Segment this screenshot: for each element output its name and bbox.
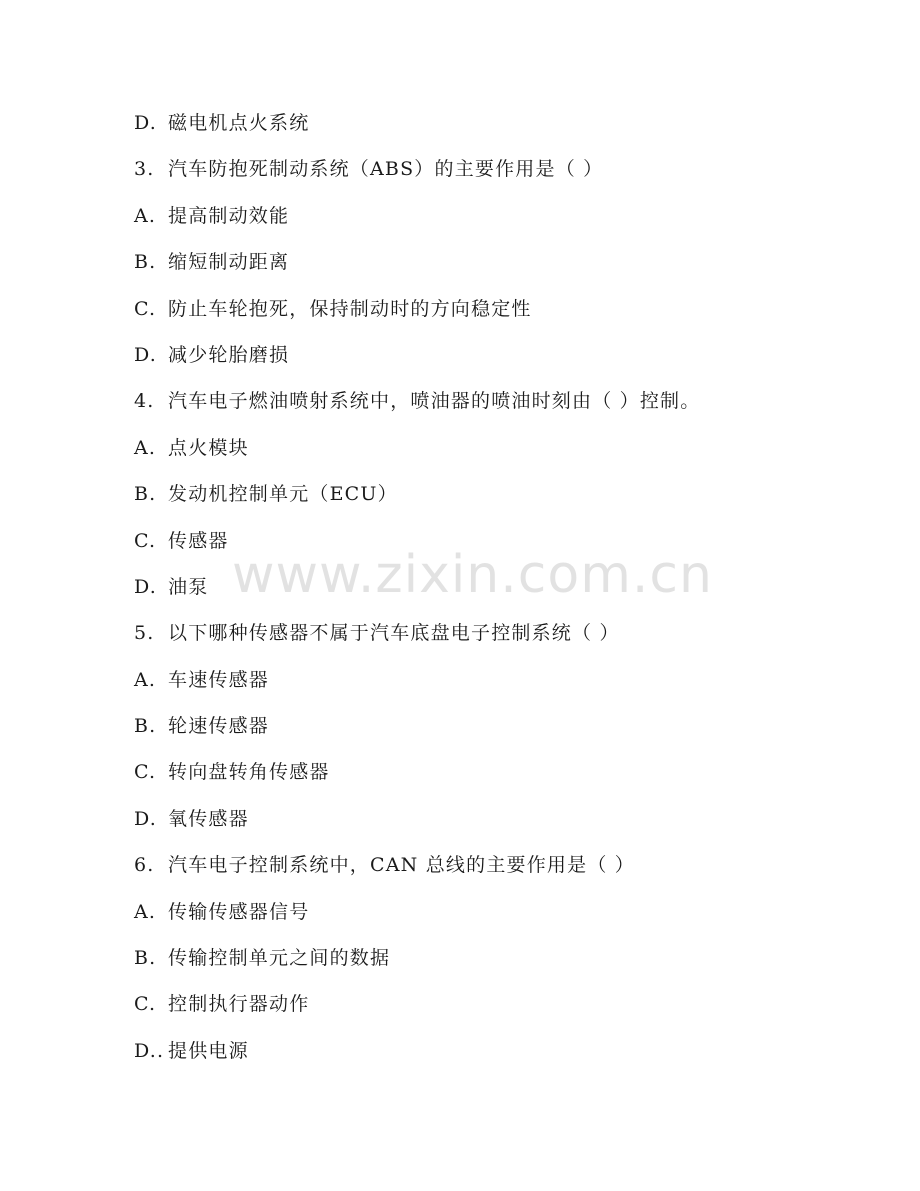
watermark: www.zixin.com.cn — [232, 545, 713, 605]
line-label: C. — [134, 993, 157, 1016]
line-label: B. — [134, 715, 157, 738]
line-label: A. — [134, 668, 157, 691]
question-list — [134, 106, 874, 1080]
line-label: A. — [134, 900, 157, 923]
question-line — [134, 152, 874, 198]
line-label: B. — [134, 251, 157, 274]
line-text: 转向盘转角传感器 — [168, 761, 330, 784]
line-label: A. — [134, 436, 157, 459]
option-line — [134, 524, 874, 570]
line-text: 减少轮胎磨损 — [168, 343, 290, 366]
line-text: 传输传感器信号 — [168, 900, 310, 923]
line-text: 点火模块 — [168, 436, 249, 459]
line-label: C. — [134, 761, 157, 784]
line-text: 发动机控制单元（ECU） — [168, 483, 398, 506]
line-text: 缩短制动距离 — [168, 251, 290, 274]
option-line — [134, 431, 874, 477]
option-line — [134, 199, 874, 245]
line-text: 汽车防抱死制动系统（ABS）的主要作用是（ ） — [168, 158, 604, 181]
line-text: 磁电机点火系统 — [168, 112, 310, 134]
line-text: 控制执行器动作 — [168, 993, 310, 1016]
line-text: 汽车电子控制系统中，CAN 总线的主要作用是（ ） — [168, 854, 635, 877]
line-label: 6. — [134, 854, 155, 877]
option-line — [134, 245, 874, 291]
question-line — [134, 384, 874, 430]
line-label: A. — [134, 204, 157, 227]
line-label: 4. — [134, 390, 155, 413]
option-line — [134, 570, 874, 616]
line-text: 车速传感器 — [168, 668, 270, 691]
line-label: D. — [134, 112, 157, 134]
line-label: D. — [134, 807, 157, 830]
option-line — [134, 292, 874, 338]
option-line — [134, 941, 874, 987]
line-label: C. — [134, 297, 157, 320]
option-line — [134, 338, 874, 384]
option-line — [134, 709, 874, 755]
line-label: D.. — [134, 1039, 165, 1062]
line-text: 提高制动效能 — [168, 204, 290, 227]
question-line — [134, 616, 874, 662]
line-label: D. — [134, 575, 157, 598]
line-label: 3. — [134, 158, 155, 181]
option-line — [134, 755, 874, 801]
line-label: D. — [134, 343, 157, 366]
line-text: 轮速传感器 — [168, 715, 270, 738]
line-text: 油泵 — [168, 575, 209, 598]
option-line — [134, 477, 874, 523]
line-text: 传感器 — [168, 529, 229, 552]
line-text: 汽车电子燃油喷射系统中，喷油器的喷油时刻由（ ）控制。 — [168, 390, 701, 413]
option-line — [134, 987, 874, 1033]
option-line — [134, 106, 874, 152]
option-line — [134, 895, 874, 941]
line-text: 防止车轮抱死，保持制动时的方向稳定性 — [168, 297, 532, 320]
option-line — [134, 802, 874, 848]
line-label: B. — [134, 483, 157, 506]
question-line — [134, 848, 874, 894]
line-label: B. — [134, 947, 157, 970]
option-line — [134, 663, 874, 709]
line-text: 氧传感器 — [168, 807, 249, 830]
line-text: 传输控制单元之间的数据 — [168, 947, 391, 970]
line-text: 以下哪种传感器不属于汽车底盘电子控制系统（ ） — [168, 622, 620, 645]
line-text: 提供电源 — [168, 1039, 249, 1062]
option-line — [134, 1034, 874, 1080]
line-label: C. — [134, 529, 157, 552]
line-label: 5. — [134, 622, 155, 645]
